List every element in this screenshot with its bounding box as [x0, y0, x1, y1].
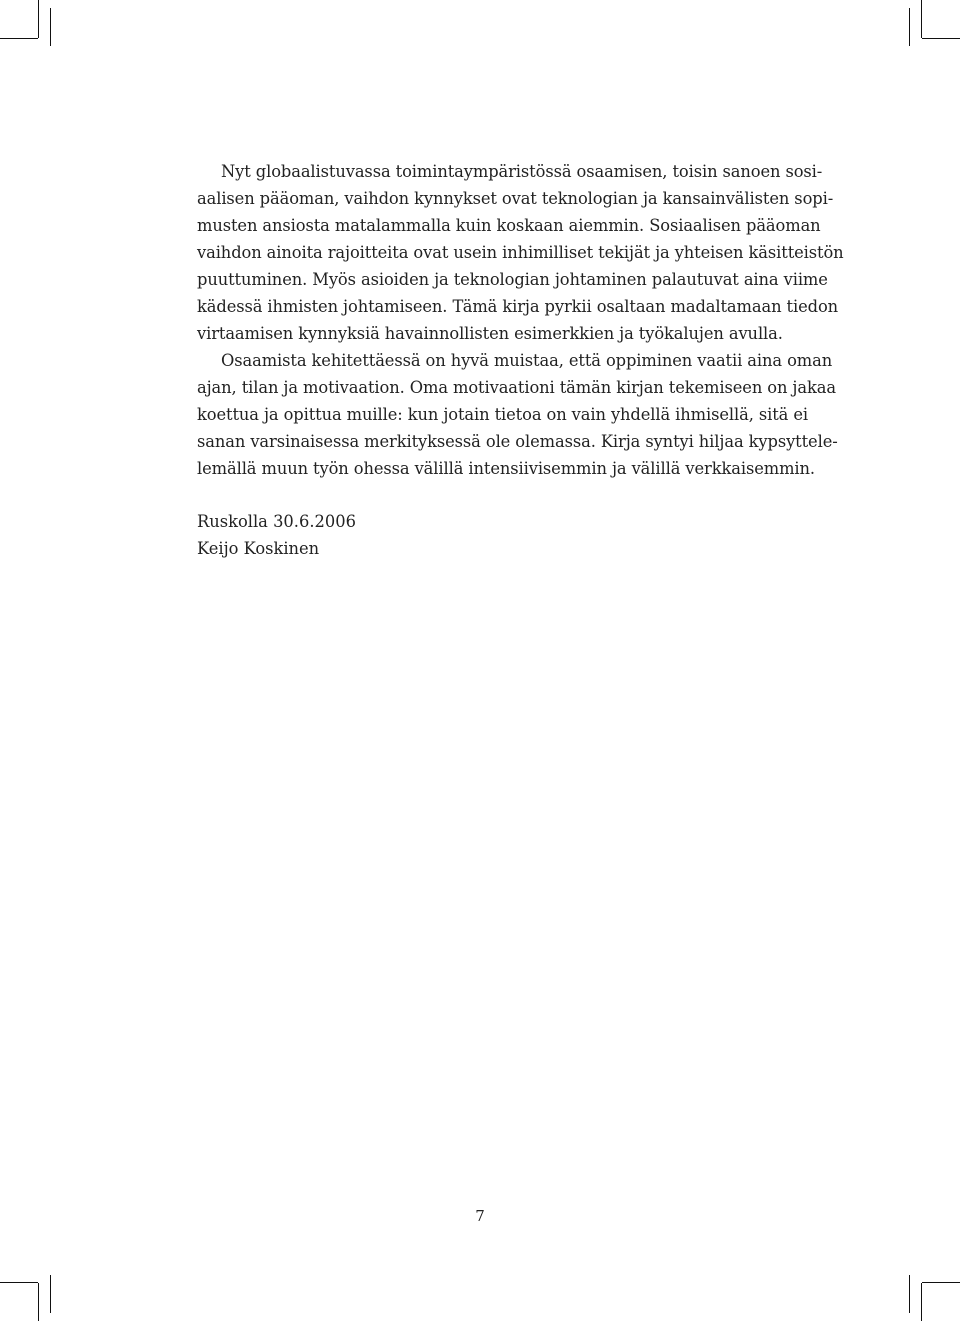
crop-mark [38, 0, 39, 38]
paragraph [197, 158, 844, 347]
text-line: virtaamisen kynnyksiä havainnollisten esimerkkien ja työkalujen avulla. [197, 324, 783, 343]
crop-mark [922, 38, 960, 39]
crop-mark [922, 1282, 960, 1283]
crop-mark [909, 8, 910, 46]
text-line: lemällä muun työn ohessa välillä intensiivisemmin ja välillä verkkaisemmin. [197, 459, 816, 478]
crop-mark [921, 0, 922, 38]
crop-mark [38, 1283, 39, 1321]
paragraph [197, 347, 838, 482]
crop-mark [909, 1275, 910, 1313]
crop-mark [921, 1283, 922, 1321]
signature [197, 508, 356, 562]
text-line: koettua ja opittua muille: kun jotain tietoa on vain yhdellä ihmisellä, sitä ei [197, 405, 809, 424]
crop-mark [0, 38, 38, 39]
body-text [197, 158, 844, 482]
text-line: sanan varsinaisessa merkityksessä ole olemassa. Kirja syntyi hiljaa kypsyttele- [197, 432, 838, 451]
text-line: Nyt globaalistuvassa toimintaympäristössä osaamisen, toisin sanoen sosi- [221, 162, 823, 181]
text-line: puuttuminen. Myös asioiden ja teknologian johtaminen palautuvat aina viime [197, 270, 828, 289]
text-line: ajan, tilan ja motivaation. Oma motivaationi tämän kirjan tekemiseen on jakaa [197, 378, 836, 397]
text-line: Osaamista kehitettäessä on hyvä muistaa, että oppiminen vaatii aina oman [221, 351, 833, 370]
text-line: musten ansiosta matalammalla kuin koskaan aiemmin. Sosiaalisen pääoman [197, 216, 821, 235]
text-line: aalisen pääoman, vaihdon kynnykset ovat teknologian ja kansainvälisten sopi- [197, 189, 834, 208]
crop-mark [50, 1275, 51, 1313]
text-line: kädessä ihmisten johtamiseen. Tämä kirja pyrkii osaltaan madaltamaan tiedon [197, 297, 839, 316]
crop-mark [50, 8, 51, 46]
signature-author: Keijo Koskinen [197, 539, 320, 558]
text-line: vaihdon ainoita rajoitteita ovat usein inhimilliset tekijät ja yhteisen käsitteistön [197, 243, 844, 262]
crop-mark [0, 1282, 38, 1283]
signature-place-date: Ruskolla 30.6.2006 [197, 512, 356, 531]
page-number: 7 [475, 1207, 485, 1225]
